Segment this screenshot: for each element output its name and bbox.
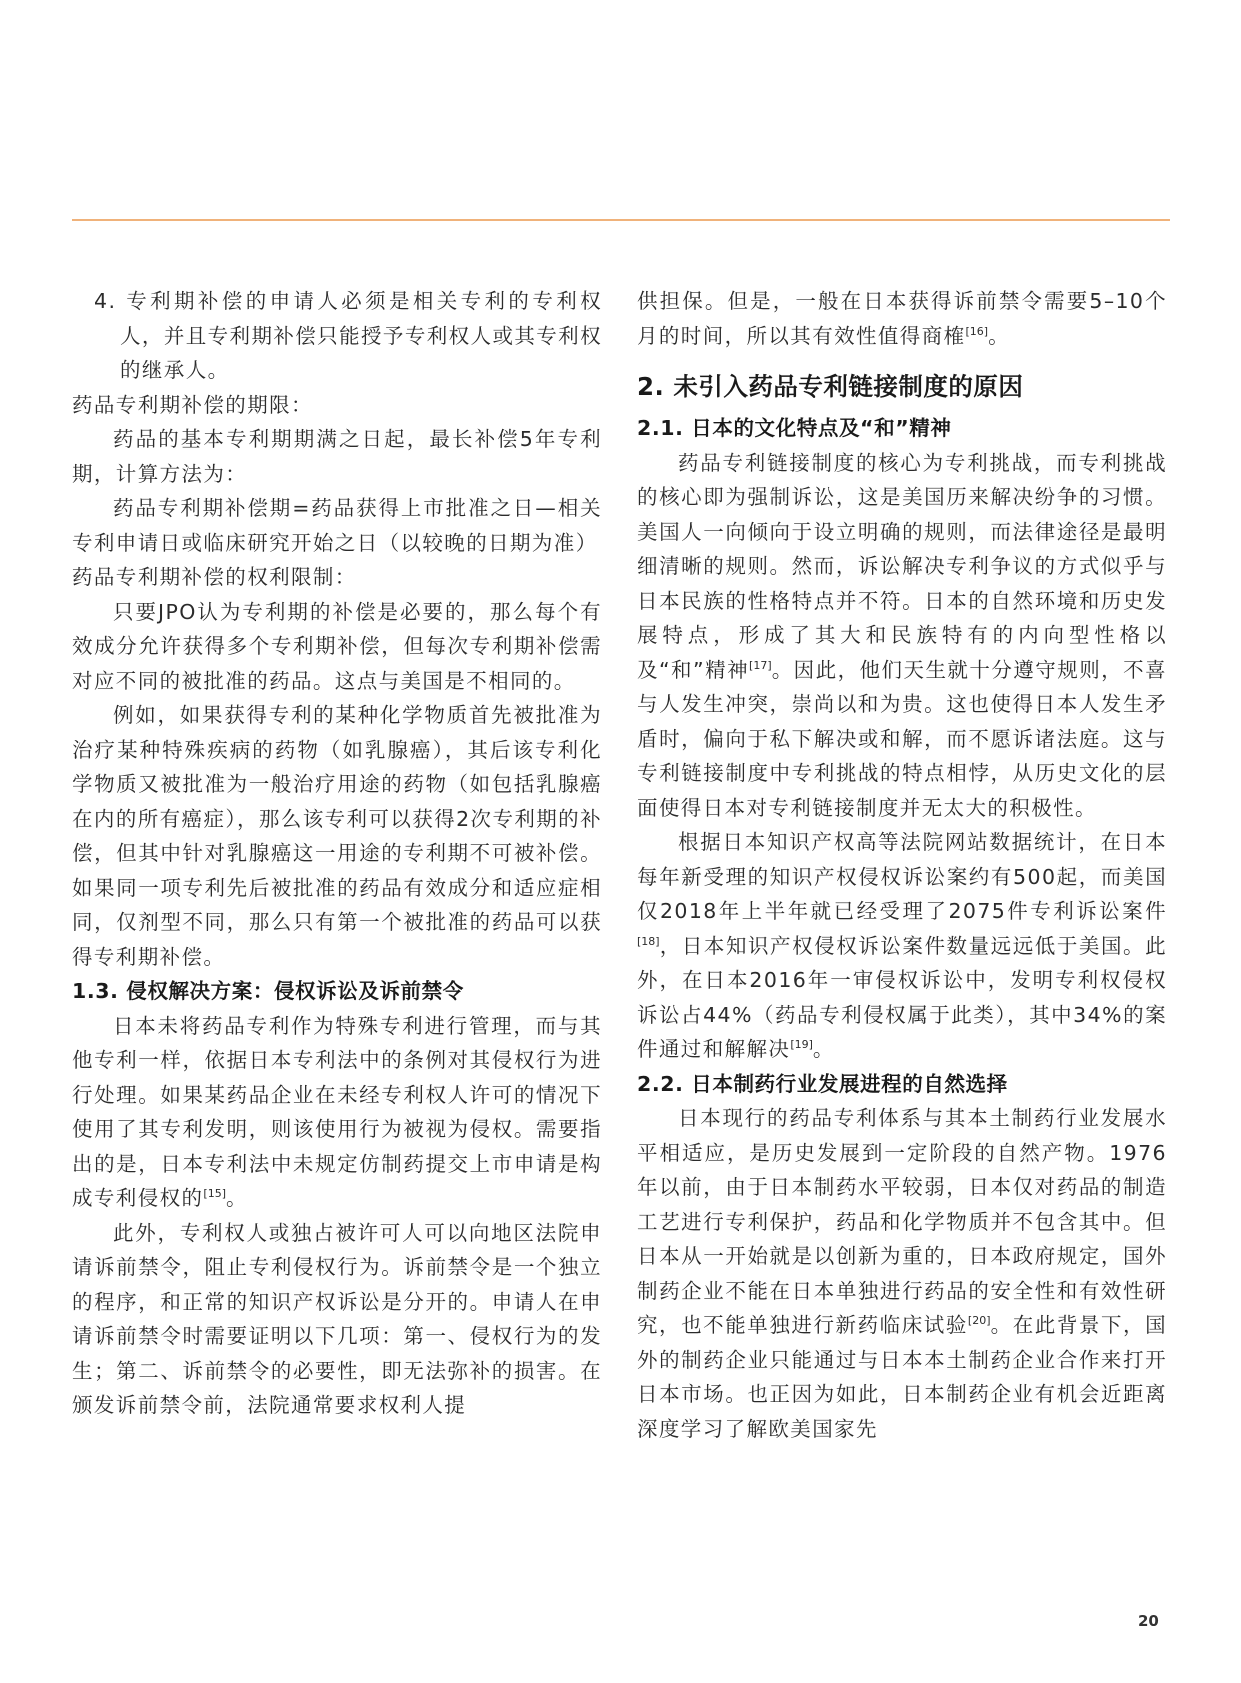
paragraph-culture	[637, 446, 1167, 826]
citation-19: [19]	[790, 1038, 813, 1052]
citation-17: [17]	[749, 658, 772, 672]
paragraph-end: 。	[812, 1037, 835, 1061]
section-heading-1-3: 1.3. 侵权解决方案：侵权诉讼及诉前禁令	[72, 979, 464, 1003]
citation-15: [15]	[203, 1187, 226, 1201]
paragraph-industry	[637, 1101, 1167, 1446]
section-heading-2: 2. 未引入药品专利链接制度的原因	[637, 372, 1024, 401]
section-heading-2-2: 2.2. 日本制药行业发展进程的自然选择	[637, 1071, 1008, 1096]
section-heading-2-1: 2.1. 日本的文化特点及“和”精神	[637, 416, 952, 440]
citation-16: [16]	[965, 324, 989, 338]
paragraph-infringement	[72, 1009, 602, 1216]
paragraph-injunction: 此外，专利权人或独占被许可人可以向地区法院申请诉前禁令，阻止专利侵权行为。诉前禁令是一个独立的程序，和正常的知识产权诉讼是分开的。申请人在申请诉前禁令时需要证明以下几项：第一、侵权行为的发生；第二、诉前禁令的必要性，即无法弥补的损害。在颁发诉前禁令前，法院通常要求权利人提	[72, 1220, 602, 1417]
paragraph-text: 药品专利链接制度的核心为专利挑战，而专利挑战的核心即为强制诉讼，这是美国历来解决纷争的习惯。美国人一向倾向于设立明确的规则，而法律途径是最明细清晰的规则。然而，诉讼解决专利争议的方式似乎与日本民族的性格特点并不符。日本的自然环境和历史发展特点，形成了其大和民族特有的内向型性格以及“和”精神	[637, 450, 1167, 682]
left-column	[72, 284, 602, 1423]
paragraph-restriction-body: 只要JPO认为专利期的补偿是必要的，那么每个有效成分允许获得多个专利期补偿，但每次专利期补偿需对应不同的被批准的药品。这点与美国是不相同的。	[72, 599, 602, 693]
numbered-item-4: 4. 专利期补偿的申请人必须是相关专利的专利权人，并且专利期补偿只能授予专利权人或其专利权的继承人。	[94, 289, 602, 382]
right-column	[637, 284, 1167, 1446]
paragraph-text: 根据日本知识产权高等法院网站数据统计，在日本每年新受理的知识产权侵权诉讼案约有500起，而美国仅2018年上半年就已经受理了2075件专利诉讼案件	[637, 830, 1167, 923]
paragraph-example: 例如，如果获得专利的某种化学物质首先被批准为治疗某种特殊疾病的药物（如乳腺癌），其后该专利化学物质又被批准为一般治疗用途的药物（如包括乳腺癌在内的所有癌症），那么该专利可以获得2次专利期的补偿，但其中针对乳腺癌这一用途的专利期不可被补偿。如果同一项专利先后被批准的药品有效成分和适应症相同，仅剂型不同，那么只有第一个被批准的药品可以获得专利期补偿。	[72, 703, 602, 969]
citation-20: [20]	[967, 1314, 991, 1328]
paragraph-continuation	[637, 284, 1167, 353]
paragraph-end: 。	[988, 323, 1010, 348]
paragraph-text-cont: 。因此，他们天生就十分遵守规则，不喜与人发生冲突，崇尚以和为贵。这也使得日本人发生矛盾时，偏向于私下解决或和解，而不愿诉诸法庭。这与专利链接制度中专利挑战的特点相悖，从历史文化的层面使得日本对专利链接制度并无太大的积极性。	[637, 657, 1167, 820]
page-number: 20	[1138, 1612, 1159, 1630]
citation-18: [18]	[637, 934, 660, 948]
paragraph-term-heading: 药品专利期补偿的期限：	[72, 392, 313, 417]
paragraph-end: 。	[226, 1186, 248, 1210]
header-divider-line	[72, 219, 1170, 221]
paragraph-restriction-heading: 药品专利期补偿的权利限制：	[72, 565, 357, 589]
paragraph-statistics	[637, 825, 1167, 1067]
paragraph-formula: 药品专利期补偿期=药品获得上市批准之日—相关专利申请日或临床研究开始之日（以较晚的日期为准）	[72, 496, 602, 555]
paragraph-text-cont: ，日本知识产权侵权诉讼案件数量远远低于美国。此外，在日本2016年一审侵权诉讼中，发明专利权侵权诉讼占44%（药品专利侵权属于此类），其中34%的案件通过和解解决	[637, 933, 1167, 1061]
paragraph-term-body: 药品的基本专利期期满之日起，最长补偿5年专利期，计算方法为：	[72, 427, 602, 486]
paragraph-text: 日本现行的药品专利体系与其本土制药行业发展水平相适应，是历史发展到一定阶段的自然产物。1976年以前，由于日本制药水平较弱，日本仅对药品的制造工艺进行专利保护，药品和化学物质并不包含其中。但日本从一开始就是以创新为重的，日本政府规定，国外制药企业不能在日本单独进行药品的安全性和有效性研究，也不能单独进行新药临床试验	[637, 1106, 1167, 1337]
paragraph-text-cont: 。在此背景下，国外的制药企业只能通过与日本本土制药企业合作来打开日本市场。也正因为如此，日本制药企业有机会近距离深度学习了解欧美国家先	[637, 1313, 1168, 1441]
paragraph-text: 供担保。但是，一般在日本获得诉前禁令需要5–10个月的时间，所以其有效性值得商榷	[637, 289, 1167, 348]
paragraph-text: 日本未将药品专利作为特殊专利进行管理，而与其他专利一样，依据日本专利法中的条例对其侵权行为进行处理。如果某药品企业在未经专利权人许可的情况下使用了其专利发明，则该使用行为被视为侵权。需要指出的是，日本专利法中未规定仿制药提交上市申请是构成专利侵权的	[72, 1013, 602, 1210]
